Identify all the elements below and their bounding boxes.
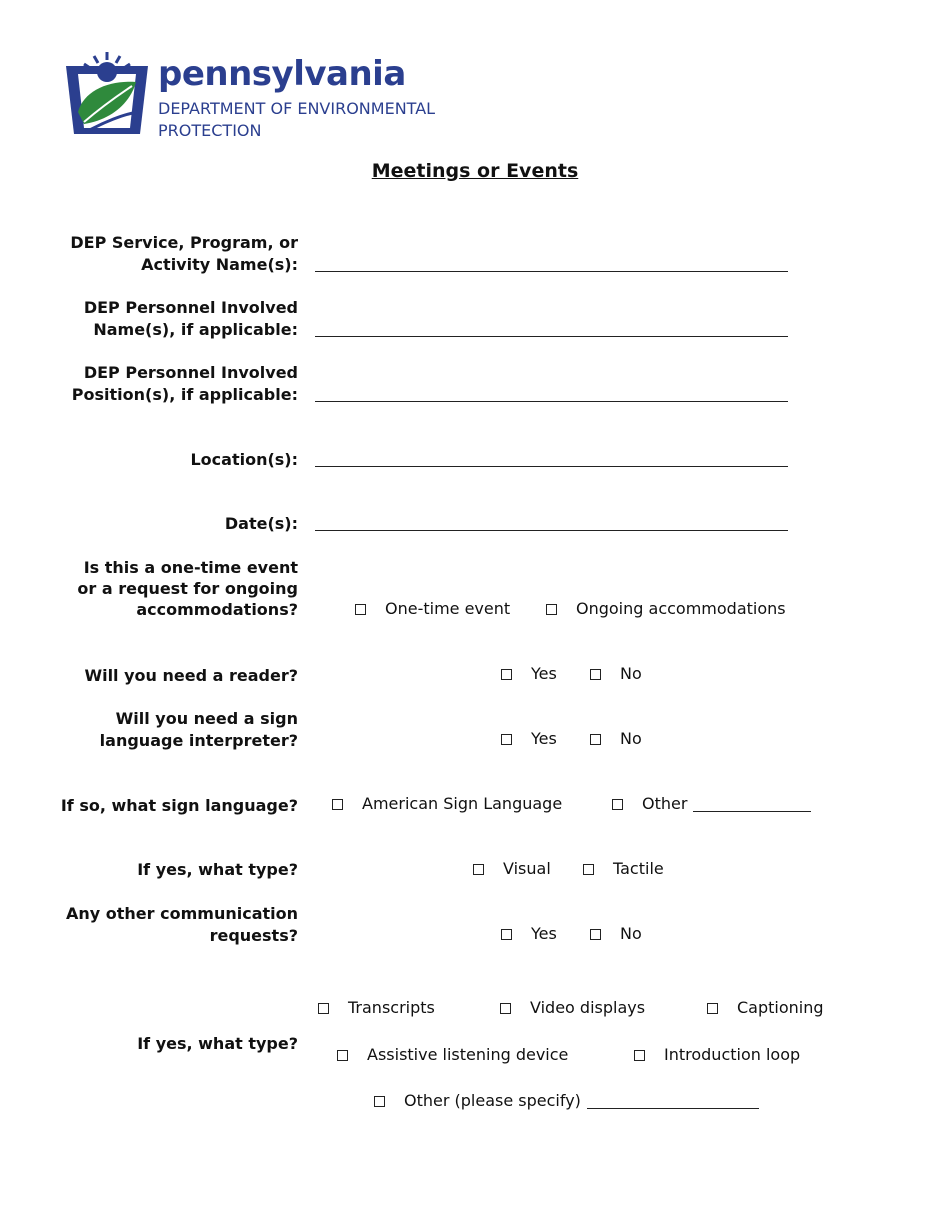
tactile-checkbox[interactable] [583, 858, 664, 880]
checkbox-icon[interactable] [318, 1003, 329, 1014]
checkbox-icon[interactable] [590, 734, 601, 745]
personnel-names-input-line[interactable] [315, 336, 788, 337]
other-comm-label-line1: Any other communication [66, 904, 298, 923]
event-type-label-line2: or a request for ongoing [77, 579, 298, 598]
page-title: Meetings or Events [371, 160, 579, 182]
sign-language-other-input-line[interactable] [693, 811, 811, 812]
event-type-label-line3: accommodations? [136, 600, 298, 619]
one-time-event-checkbox[interactable] [355, 598, 510, 620]
checkbox-label: Captioning [737, 998, 824, 1017]
interpreter-yes-checkbox[interactable] [501, 728, 557, 750]
checkbox-label: Ongoing accommodations [576, 599, 786, 618]
agency-logo [64, 52, 464, 142]
other-comm-yes-checkbox[interactable] [501, 923, 557, 945]
checkbox-label: One-time event [385, 599, 511, 618]
checkbox-label: No [620, 664, 642, 683]
video-displays-checkbox[interactable] [500, 997, 645, 1019]
interpreter-label-line2: language interpreter? [99, 731, 298, 750]
checkbox-icon[interactable] [337, 1050, 348, 1061]
comm-other-checkbox[interactable] [374, 1090, 759, 1112]
introduction-loop-checkbox[interactable] [634, 1044, 800, 1066]
checkbox-label: Tactile [613, 859, 664, 878]
checkbox-icon[interactable] [500, 1003, 511, 1014]
assistive-listening-checkbox[interactable] [337, 1044, 568, 1066]
comm-type-label: If yes, what type? [137, 1034, 298, 1053]
checkbox-icon[interactable] [590, 669, 601, 680]
checkbox-icon[interactable] [612, 799, 623, 810]
checkbox-icon[interactable] [634, 1050, 645, 1061]
checkbox-label: Transcripts [348, 998, 435, 1017]
sign-language-label: If so, what sign language? [60, 796, 298, 815]
personnel-names-label-line2: Name(s), if applicable: [93, 320, 298, 339]
checkbox-icon[interactable] [590, 929, 601, 940]
service-input-line[interactable] [315, 271, 788, 272]
checkbox-label: No [620, 924, 642, 943]
sign-language-other-checkbox[interactable] [612, 793, 811, 815]
other-comm-label-line2: requests? [209, 926, 298, 945]
checkbox-icon[interactable] [501, 929, 512, 940]
personnel-positions-input-line[interactable] [315, 401, 788, 402]
date-input-line[interactable] [315, 530, 788, 531]
captioning-checkbox[interactable] [707, 997, 824, 1019]
checkbox-label: Yes [531, 924, 557, 943]
checkbox-icon[interactable] [546, 604, 557, 615]
asl-checkbox[interactable] [332, 793, 562, 815]
checkbox-label: Video displays [530, 998, 646, 1017]
personnel-names-label-line1: DEP Personnel Involved [83, 298, 298, 317]
interpreter-label-line1: Will you need a sign [115, 709, 298, 728]
reader-label: Will you need a reader? [84, 666, 298, 685]
reader-yes-checkbox[interactable] [501, 663, 557, 685]
checkbox-label: Assistive listening device [367, 1045, 569, 1064]
interpreter-no-checkbox[interactable] [590, 728, 642, 750]
date-label: Date(s): [224, 514, 298, 533]
checkbox-label: American Sign Language [362, 794, 563, 813]
comm-other-input-line[interactable] [587, 1108, 759, 1109]
other-comm-no-checkbox[interactable] [590, 923, 642, 945]
reader-no-checkbox[interactable] [590, 663, 642, 685]
location-input-line[interactable] [315, 466, 788, 467]
interp-type-label: If yes, what type? [137, 860, 298, 879]
checkbox-label: Other (please specify) [404, 1091, 581, 1110]
keystone-logo-icon [64, 52, 150, 138]
visual-checkbox[interactable] [473, 858, 551, 880]
checkbox-icon[interactable] [501, 669, 512, 680]
brand-department-line2: PROTECTION [158, 121, 262, 140]
checkbox-icon[interactable] [355, 604, 366, 615]
checkbox-icon[interactable] [501, 734, 512, 745]
checkbox-icon[interactable] [583, 864, 594, 875]
brand-name: pennsylvania [158, 54, 406, 94]
checkbox-label: No [620, 729, 642, 748]
personnel-positions-label-line1: DEP Personnel Involved [83, 363, 298, 382]
service-label-line2: Activity Name(s): [141, 255, 298, 274]
checkbox-icon[interactable] [374, 1096, 385, 1107]
checkbox-label: Yes [531, 664, 557, 683]
checkbox-icon[interactable] [707, 1003, 718, 1014]
personnel-positions-label-line2: Position(s), if applicable: [71, 385, 298, 404]
service-label-line1: DEP Service, Program, or [70, 233, 298, 252]
ongoing-accommodations-checkbox[interactable] [546, 598, 786, 620]
checkbox-label: Other [642, 794, 688, 813]
checkbox-icon[interactable] [473, 864, 484, 875]
checkbox-icon[interactable] [332, 799, 343, 810]
checkbox-label: Yes [531, 729, 557, 748]
brand-department: DEPARTMENT OF ENVIRONMENTAL [158, 99, 436, 118]
checkbox-label: Introduction loop [664, 1045, 801, 1064]
event-type-label-line1: Is this a one-time event [83, 558, 298, 577]
transcripts-checkbox[interactable] [318, 997, 435, 1019]
location-label: Location(s): [190, 450, 298, 469]
checkbox-label: Visual [503, 859, 551, 878]
